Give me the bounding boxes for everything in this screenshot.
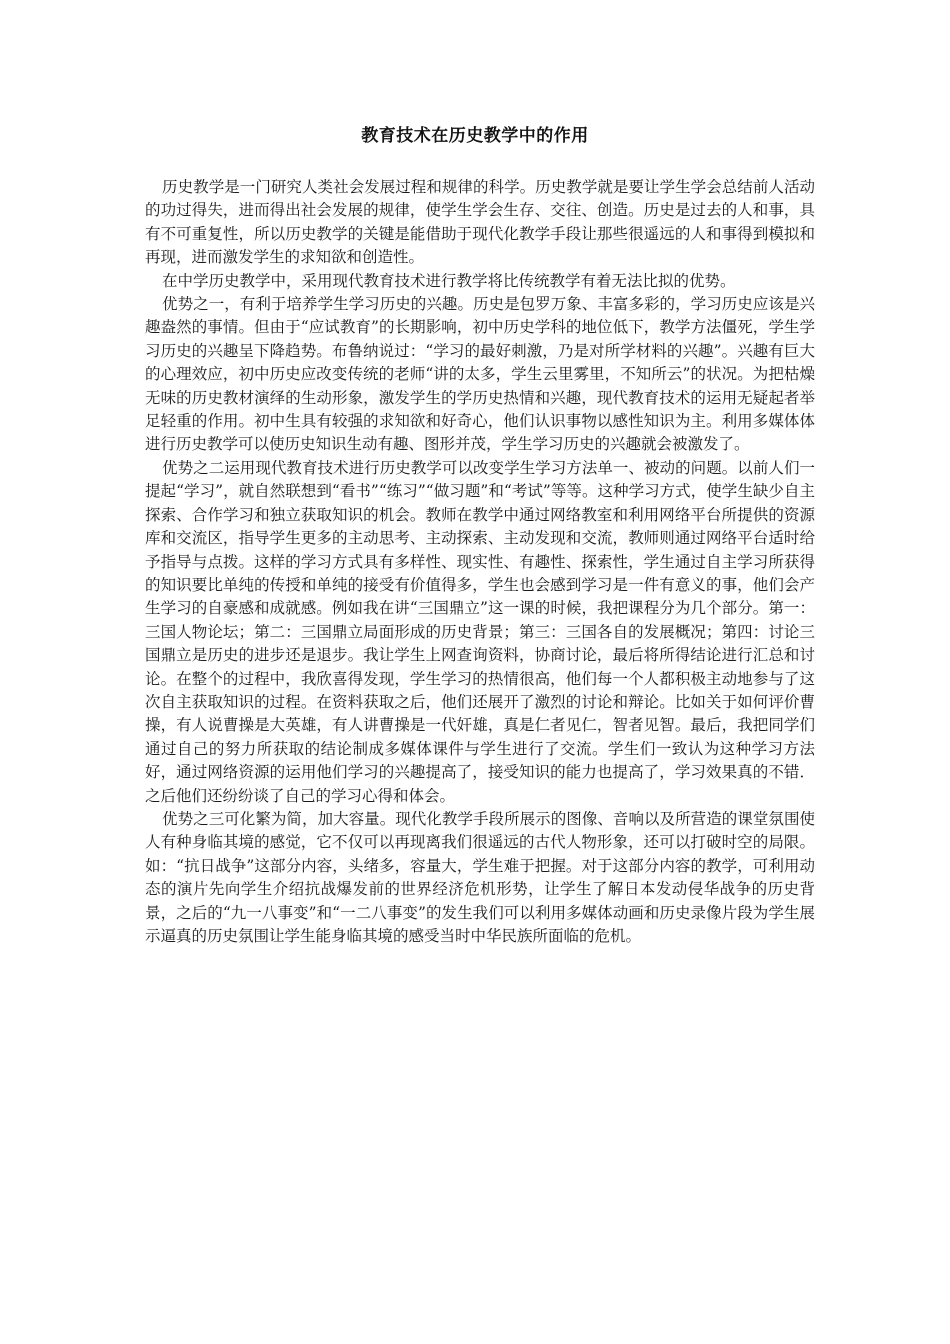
document-body (145, 176, 815, 948)
paragraph-advantage-summary: 在中学历史教学中，采用现代教育技术进行教学将比传统教学有着无法比拟的优势。 (162, 271, 736, 290)
paragraph-advantage-two: 优势之二运用现代教育技术进行历史教学可以改变学生学习方法单一、被动的问题。以前人们一提起“学习”，就自然联想到“看书”“练习”“做习题”和“考试”等等。这种学习方式，使学生缺少自主探索、合作学习和独立获取知识的机会。教师在教学中通过网络教室和利用网络平台所提供的资源库和交流区，指导学生更多的主动思考、主动探索、主动发现和交流，教师则通过网络平台适时给予指导与点拨。这样的学习方式具有多样性、现实性、有趣性、探索性，学生通过自主学习所获得的知识要比单纯的传授和单纯的接受有价值得多，学生也会感到学习是一件有意义的事，他们会产生学习的自豪感和成就感。例如我在讲“三国鼎立”这一课的时候，我把课程分为几个部分。第一：三国人物论坛；第二：三国鼎立局面形成的历史背景；第三：三国各自的发展概况；第四：讨论三国鼎立是历史的进步还是退步。我让学生上网查询资料，协商讨论，最后将所得结论进行汇总和讨论。在整个的过程中，我欣喜得发现，学生学习的热情很高，他们每一个人都积极主动地参与了这次自主获取知识的过程。在资料获取之后，他们还展开了激烈的讨论和辩论。比如关于如何评价曹操，有人说曹操是大英雄，有人讲曹操是一代奸雄，真是仁者见仁，智者见智。最后，我把同学们通过自己的努力所获取的结论制成多媒体课件与学生进行了交流。学生们一致认为这种学习方法好，通过网络资源的运用他们学习的兴趣提高了，接受知识的能力也提高了，学习效果真的不错．之后他们还纷纷谈了自己的学习心得和体会。 (145, 458, 815, 805)
document-title: 教育技术在历史教学中的作用 (361, 126, 589, 146)
paragraph-advantage-three: 优势之三可化繁为简，加大容量。现代化教学手段所展示的图像、音响以及所营造的课堂氛围使人有种身临其境的感觉，它不仅可以再现离我们很遥远的古代人物形象，还可以打破时空的局限。如：“抗日战争”这部分内容，头绪多，容量大，学生难于把握。对于这部分内容的教学，可利用动态的演片先向学生介绍抗战爆发前的世界经济危机形势，让学生了解日本发动侵华战争的历史背景，之后的“九一八事变”和“一二八事变”的发生我们可以利用多媒体动画和历史录像片段为学生展示逼真的历史氛围让学生能身临其境的感受当时中华民族所面临的危机。 (145, 809, 815, 945)
paragraph-advantage-one: 优势之一，有利于培养学生学习历史的兴趣。历史是包罗万象、丰富多彩的，学习历史应该是兴趣盎然的事情。但由于“应试教育”的长期影响，初中历史学科的地位低下，教学方法僵死，学生学习历史的兴趣呈下降趋势。布鲁纳说过：“学习的最好刺激，乃是对所学材料的兴趣”。兴趣有巨大的心理效应，初中历史应改变传统的老师“讲的太多，学生云里雾里，不知所云”的状况。为把枯燥无味的历史教材演绎的生动形象，激发学生的学历史热情和兴趣，现代教育技术的运用无疑起者举足轻重的作用。初中生具有较强的求知欲和好奇心，他们认识事物以感性知识为主。利用多媒体体进行历史教学可以使历史知识生动有趣、图形并茂，学生学习历史的兴趣就会被激发了。 (145, 295, 815, 454)
paragraph-intro: 历史教学是一门研究人类社会发展过程和规律的科学。历史教学就是要让学生学会总结前人活动的功过得失，进而得出社会发展的规律，使学生学会生存、交往、创造。历史是过去的人和事，具有不可重复性，所以历史教学的关键是能借助于现代化教学手段让那些很遥远的人和事得到模拟和再现，进而激发学生的求知欲和创造性。 (145, 178, 815, 267)
